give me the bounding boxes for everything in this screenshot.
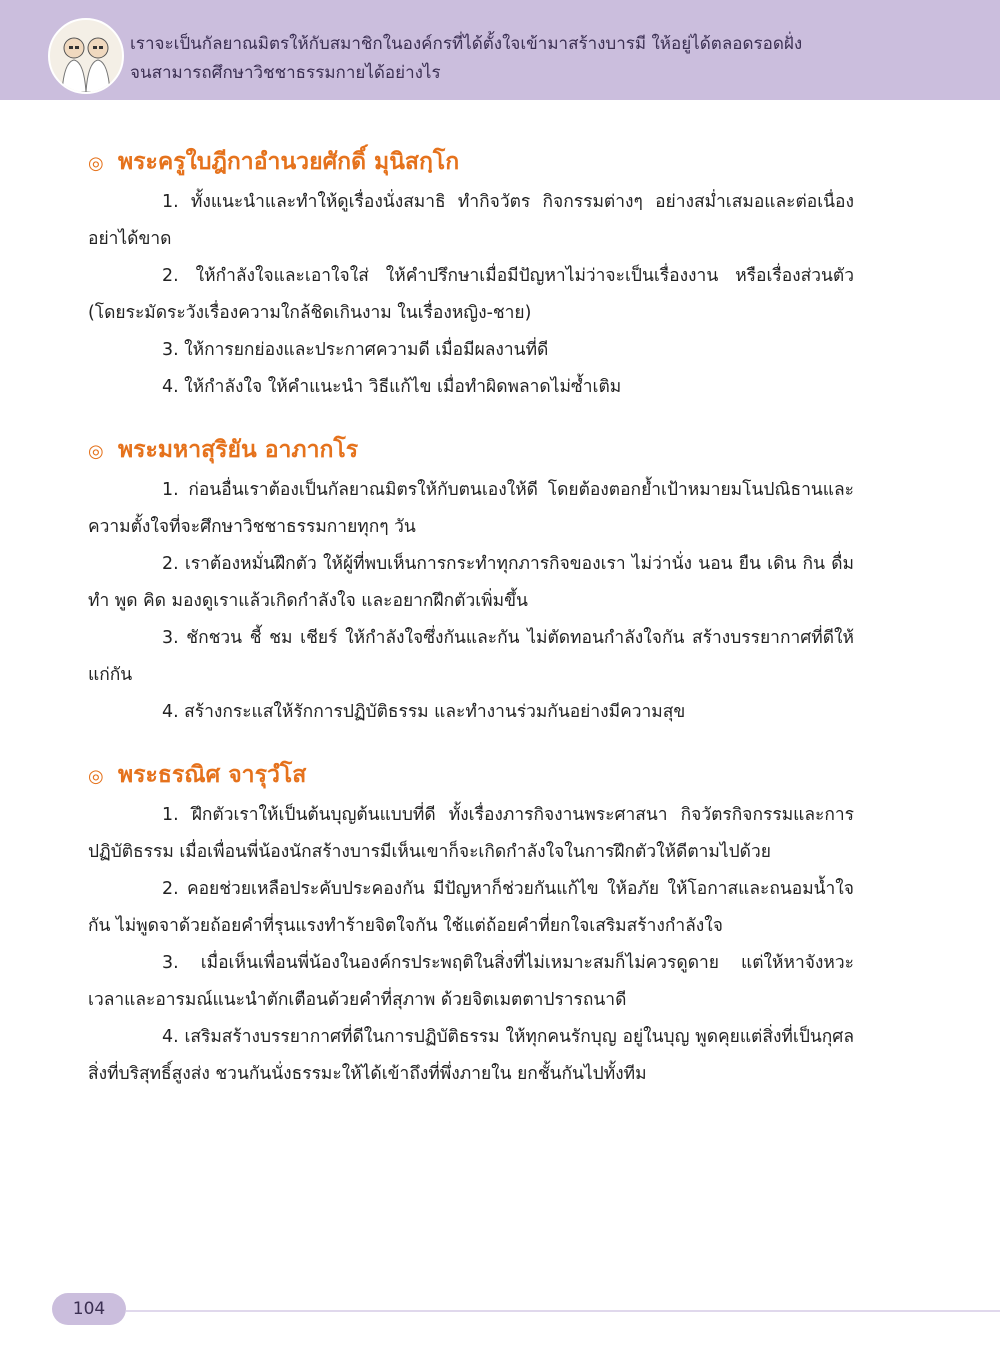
header-line-2: จนสามารถศึกษาวิชชาธรรมกายได้อย่างไร xyxy=(130,63,441,83)
list-item: 3. ให้การยกย่องและประกาศความดี เมื่อมีผลงานที่ดี xyxy=(162,340,549,360)
page-number-badge xyxy=(52,1293,126,1325)
list-item: 1. ทั้งแนะนำและทำให้ดูเรื่องนั่งสมาธิ ทำกิจวัตร กิจกรรมต่างๆ อย่างสม่ำเสมอและต่อเนื่องอย่าได้ขาด xyxy=(88,192,854,249)
header-band xyxy=(0,0,1000,100)
section-2 xyxy=(88,430,854,731)
footer-divider xyxy=(126,1310,1000,1312)
section-title xyxy=(88,430,854,472)
list-item: 2. เราต้องหมั่นฝึกตัว ให้ผู้ที่พบเห็นการกระทำทุกภารกิจของเรา ไม่ว่านั่ง นอน ยืน เดิน กิน ดื่ม ทำ พูด คิด มองดูเราแล้วเกิดกำลังใจ และอยากฝึกตัวเพิ่มขึ้น xyxy=(88,554,854,611)
list-item: 3. เมื่อเห็นเพื่อนพี่น้องในองค์กรประพฤติในสิ่งที่ไม่เหมาะสมก็ไม่ควรดูดาย แต่ให้หาจังหวะเวลาและอารมณ์แนะนำตักเตือนด้วยคำที่สุภาพ ด้วยจิตเมตตาปรารถนาดี xyxy=(88,953,854,1010)
monks-illustration xyxy=(48,18,124,94)
list-item: 4. ให้กำลังใจ ให้คำแนะนำ วิธีแก้ไข เมื่อทำผิดพลาดไม่ซ้ำเติม xyxy=(162,377,622,397)
section-title xyxy=(88,755,854,797)
list-item: 2. คอยช่วยเหลือประคับประคองกัน มีปัญหาก็ช่วยกันแก้ไข ให้อภัย ให้โอกาสและถนอมน้ำใจกัน ไม่พูดจาด้วยถ้อยคำที่รุนแรงทำร้ายจิตใจกัน ใช้แต่ถ้อยคำที่ยกใจเสริมสร้างกำลังใจ xyxy=(88,879,854,936)
section-3 xyxy=(88,755,854,1093)
page-number: 104 xyxy=(52,1293,126,1325)
section-title-text: พระธรณิศ จารุวํโส xyxy=(118,762,307,788)
list-item: 4. เสริมสร้างบรรยากาศที่ดีในการปฏิบัติธรรม ให้ทุกคนรักบุญ อยู่ในบุญ พูดคุยแต่สิ่งที่เป็นกุศล สิ่งที่บริสุทธิ์สูงส่ง ชวนกันนั่งธรรมะให้ได้เข้าถึงที่พึ่งภายใน ยกชั้นกันไปทั้งทีม xyxy=(88,1027,854,1084)
main-content xyxy=(88,142,854,1117)
header-question xyxy=(130,30,970,88)
section-1 xyxy=(88,142,854,406)
bullseye-icon: ◎ xyxy=(88,153,104,174)
bullseye-icon: ◎ xyxy=(88,766,104,787)
section-title-text: พระมหาสุริยัน อาภากโร xyxy=(118,437,359,463)
bullseye-icon: ◎ xyxy=(88,441,104,462)
list-item: 4. สร้างกระแสให้รักการปฏิบัติธรรม และทำงานร่วมกันอย่างมีความสุข xyxy=(162,702,686,722)
list-item: 1. ฝึกตัวเราให้เป็นต้นบุญต้นแบบที่ดี ทั้งเรื่องภารกิจงานพระศาสนา กิจวัตรกิจกรรมและการปฏิบัติธรรม เมื่อเพื่อนพี่น้องนักสร้างบารมีเห็นเขาก็จะเกิดกำลังใจในการฝึกตัวให้ดีตามไปด้วย xyxy=(88,805,854,862)
list-item: 2. ให้กำลังใจและเอาใจใส่ ให้คำปรึกษาเมื่อมีปัญหาไม่ว่าจะเป็นเรื่องงาน หรือเรื่องส่วนตัว (โดยระมัดระวังเรื่องความใกล้ชิดเกินงาม ในเรื่องหญิง-ชาย) xyxy=(88,266,854,323)
section-title-text: พระครูใบฎีกาอำนวยศักดิ์ มุนิสกฺโก xyxy=(118,149,460,175)
section-title xyxy=(88,142,854,184)
list-item: 1. ก่อนอื่นเราต้องเป็นกัลยาณมิตรให้กับตนเองให้ดี โดยต้องตอกย้ำเป้าหมายมโนปณิธานและความตั้งใจที่จะศึกษาวิชชาธรรมกายทุกๆ วัน xyxy=(88,480,854,537)
list-item: 3. ชักชวน ชี้ ชม เชียร์ ให้กำลังใจซึ่งกันและกัน ไม่ตัดทอนกำลังใจกัน สร้างบรรยากาศที่ดีให้แก่กัน xyxy=(88,628,854,685)
header-line-1: เราจะเป็นกัลยาณมิตรให้กับสมาชิกในองค์กรที่ได้ตั้งใจเข้ามาสร้างบารมี ให้อยู่ได้ตลอดรอดฝั่ง xyxy=(130,34,803,54)
